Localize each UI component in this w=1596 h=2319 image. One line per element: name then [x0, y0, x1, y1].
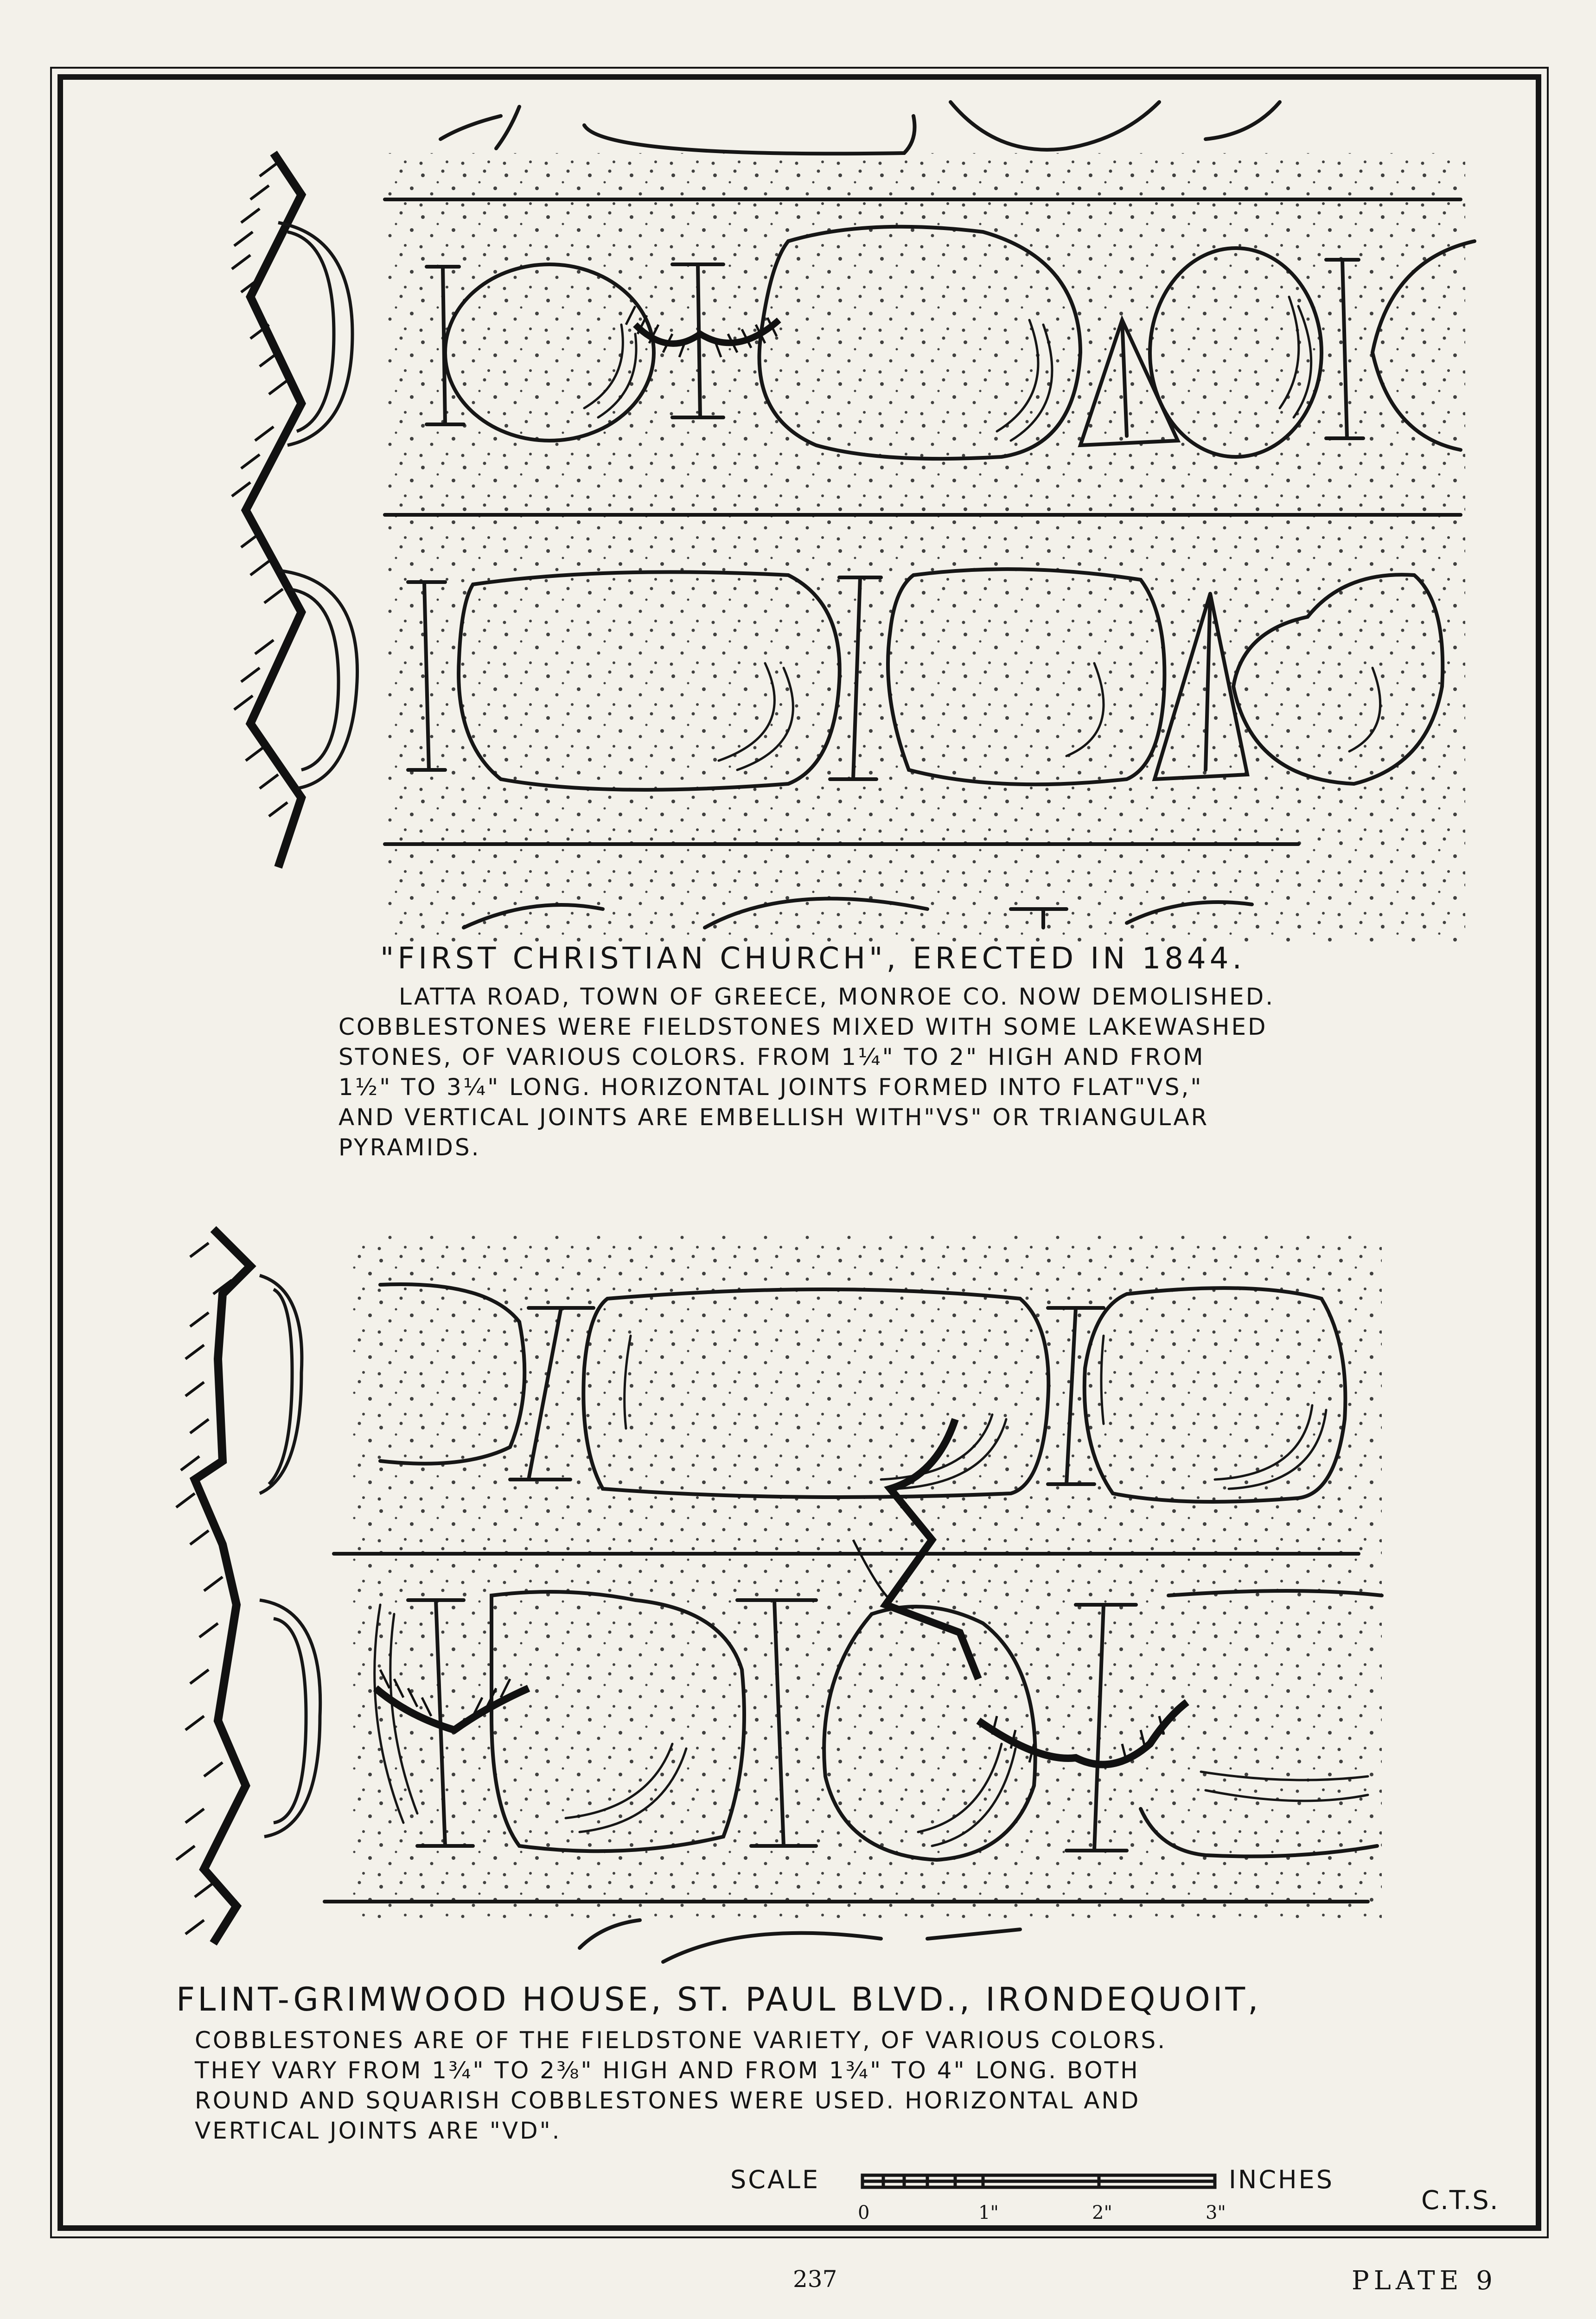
wall-profile — [195, 1229, 250, 1943]
church-description-line: AND VERTICAL JOINTS ARE EMBELLISH WITH"VS" OR TRIANGULAR — [338, 1104, 1209, 1131]
plate-label: PLATE 9 — [1352, 2266, 1497, 2296]
church-description-line: 1½" TO 3¼" LONG. HORIZONTAL JOINTS FORMED INTO FLAT"VS," — [338, 1074, 1203, 1101]
scale-units-label: INCHES — [1229, 2165, 1334, 2194]
scale-tick-label: 0 — [858, 2202, 870, 2223]
church-description-line: STONES, OF VARIOUS COLORS. FROM 1¼" TO 2" HIGH AND FROM — [338, 1044, 1205, 1070]
scale-tick-label: 1" — [978, 2202, 999, 2223]
page-number: 237 — [793, 2266, 837, 2293]
house-description-line: VERTICAL JOINTS ARE "VD". — [195, 2117, 562, 2144]
church-description-line: COBBLESTONES WERE FIELDSTONES MIXED WITH SOME LAKEWASHED — [338, 1013, 1268, 1040]
wall-drawing-first-christian-church — [232, 102, 1475, 942]
house-description-line: COBBLESTONES ARE OF THE FIELDSTONE VARIETY, OF VARIOUS COLORS. — [195, 2027, 1167, 2054]
house-description-line: ROUND AND SQUARISH COBBLESTONES WERE USED. HORIZONTAL AND — [195, 2087, 1141, 2114]
scale-tick-label: 2" — [1092, 2202, 1112, 2223]
wall-profile — [246, 153, 301, 867]
church-description-line: PYRAMIDS. — [338, 1134, 481, 1161]
scale-label: SCALE — [730, 2165, 820, 2194]
bottom-row-stones — [580, 1920, 1020, 1962]
mortar-stipple — [352, 1234, 1382, 1920]
profile-stones — [278, 223, 358, 788]
scale-tick-label: 3" — [1206, 2202, 1226, 2223]
top-row-stones — [440, 102, 1280, 154]
church-title: "FIRST CHRISTIAN CHURCH", ERECTED IN 1844. — [380, 942, 1245, 976]
house-description-line: THEY VARY FROM 1¾" TO 2⅜" HIGH AND FROM 1¾" TO 4" LONG. BOTH — [195, 2057, 1140, 2084]
wall-drawing-flint-grimwood-house — [176, 1229, 1382, 1962]
artist-initials: C.T.S. — [1421, 2185, 1499, 2216]
mortar-stipple — [385, 153, 1465, 942]
scale-bar — [862, 2175, 1215, 2187]
profile-stones — [260, 1275, 320, 1837]
house-title: FLINT-GRIMWOOD HOUSE, ST. PAUL BLVD., IRONDEQUOIT, — [176, 1980, 1261, 2018]
church-description-line: LATTA ROAD, TOWN OF GREECE, MONROE CO. NOW DEMOLISHED. — [399, 983, 1275, 1010]
